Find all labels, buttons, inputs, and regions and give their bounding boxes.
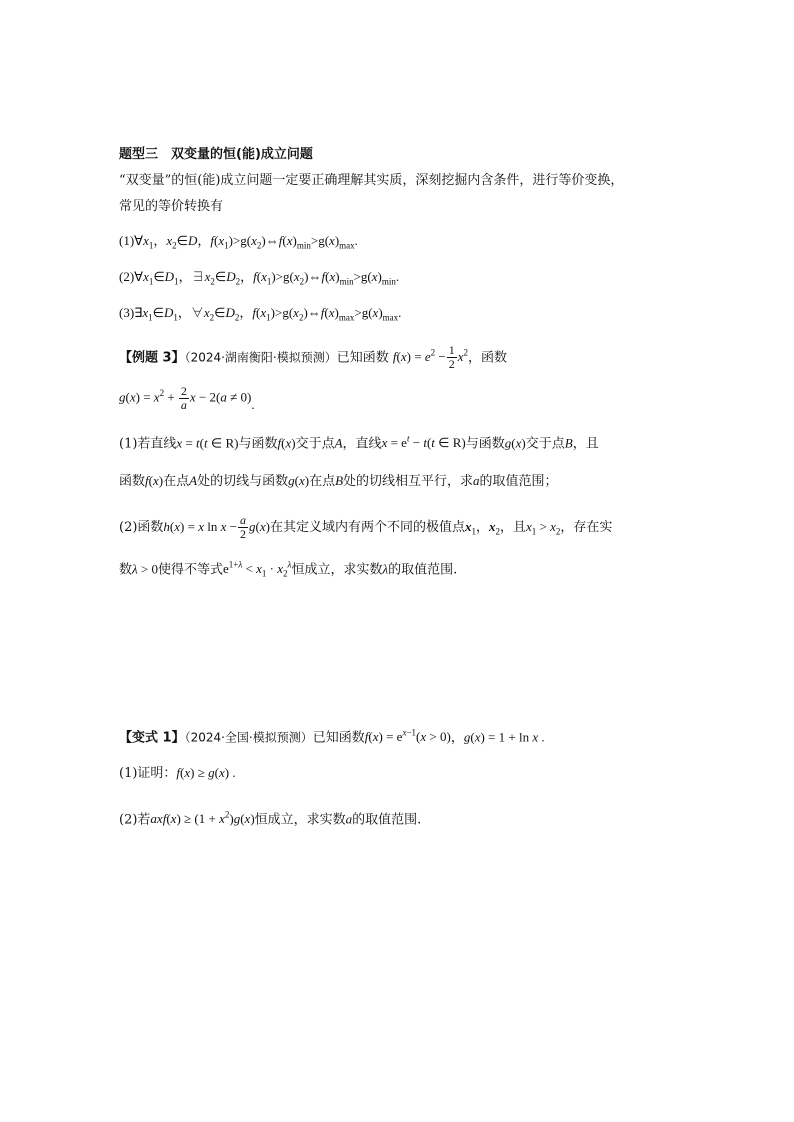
example-stem-text: 已知函数 (336, 350, 389, 366)
variant-tag: 【变式 1】 (119, 730, 185, 746)
rule-3: $(3)\exists x_1\in D_1$，$\forall x_2\in D_2$，$f(x_1)>g(x_2)\Leftrightarrow f(x)_{max}>g(x)_{max}$. (119, 305, 402, 323)
example-q2-line-2: 数λ > 0使得不等式$e^{1+\lambda} < x_1 \cdot x_2^\lambda$恒成立，求实数λ的取值范围. (119, 560, 458, 579)
variant-q1: (1)证明：f(x) ≥ g(x) . (119, 765, 236, 781)
intro-line-2: 常见的等价转换有 (119, 199, 224, 214)
rule-1: $(1)\forall x_1$，$x_2\in D$，$f(x_1)>g(x_2)\Leftrightarrow f(x)_{min}>g(x)_{max}$. (119, 233, 358, 251)
fraction: $\frac{1}{2}$ (448, 343, 455, 372)
example-source: （2024·湖南衡阳·模拟预测） (184, 350, 337, 365)
example-q2-line-1: (2)函数h(x) = x ln x − $\frac{a}{2}$ g(x)在其定义域内有两个不同的极值点$x_1$，$x_2$，且$x_1 > x_2$，存在实 (119, 513, 613, 541)
example-stem: 【例题 3】（2024·湖南衡阳·模拟预测）已知函数 $f(x) = e^2$ − $\frac{1}{2}$ $x^2$，函数 (119, 343, 507, 372)
variant-source: （2024·全国·模拟预测） (184, 730, 313, 745)
variant-q2: (2)若$axf(x) \ge (1 + x^2)g(x)$恒成立，求实数a的取值范围. (119, 810, 422, 828)
example-q1-line-2: 函数f(x)在点A处的切线与函数g(x)在点B处的切线相互平行，求a的取值范围； (119, 473, 558, 489)
variant-stem: 【变式 1】（2024·全国·模拟预测）已知函数$f(x) = e^{x-1}(x > 0)$，g(x) = 1 + ln x . (119, 728, 545, 746)
example-g-definition: $g(x) = x^2$ + $\frac{2}{a}$ x − 2(a ≠ 0). (119, 383, 255, 413)
section-title: 题型三 双变量的恒(能)成立问题 (119, 147, 313, 162)
example-q1-line-1: (1)若直线x = t(t ∈ R)与函数f(x)交于点A，直线$x = e^t - t(t$ ∈ R)与函数g(x)交于点B，且 (119, 434, 599, 452)
example-stem-text-2: ，函数 (467, 350, 507, 366)
example-tag: 【例题 3】 (119, 350, 185, 366)
intro-line-1: “双变量”的恒(能)成立问题一定要正确理解其实质，深刻挖掘内含条件，进行等价变换， (119, 173, 624, 188)
rule-2: $(2)\forall x_1\in D_1$，$\exists x_2\in D_2$，$f(x_1)>g(x_2)\Leftrightarrow f(x)_{min}>g(x)_{min}$. (119, 269, 400, 287)
